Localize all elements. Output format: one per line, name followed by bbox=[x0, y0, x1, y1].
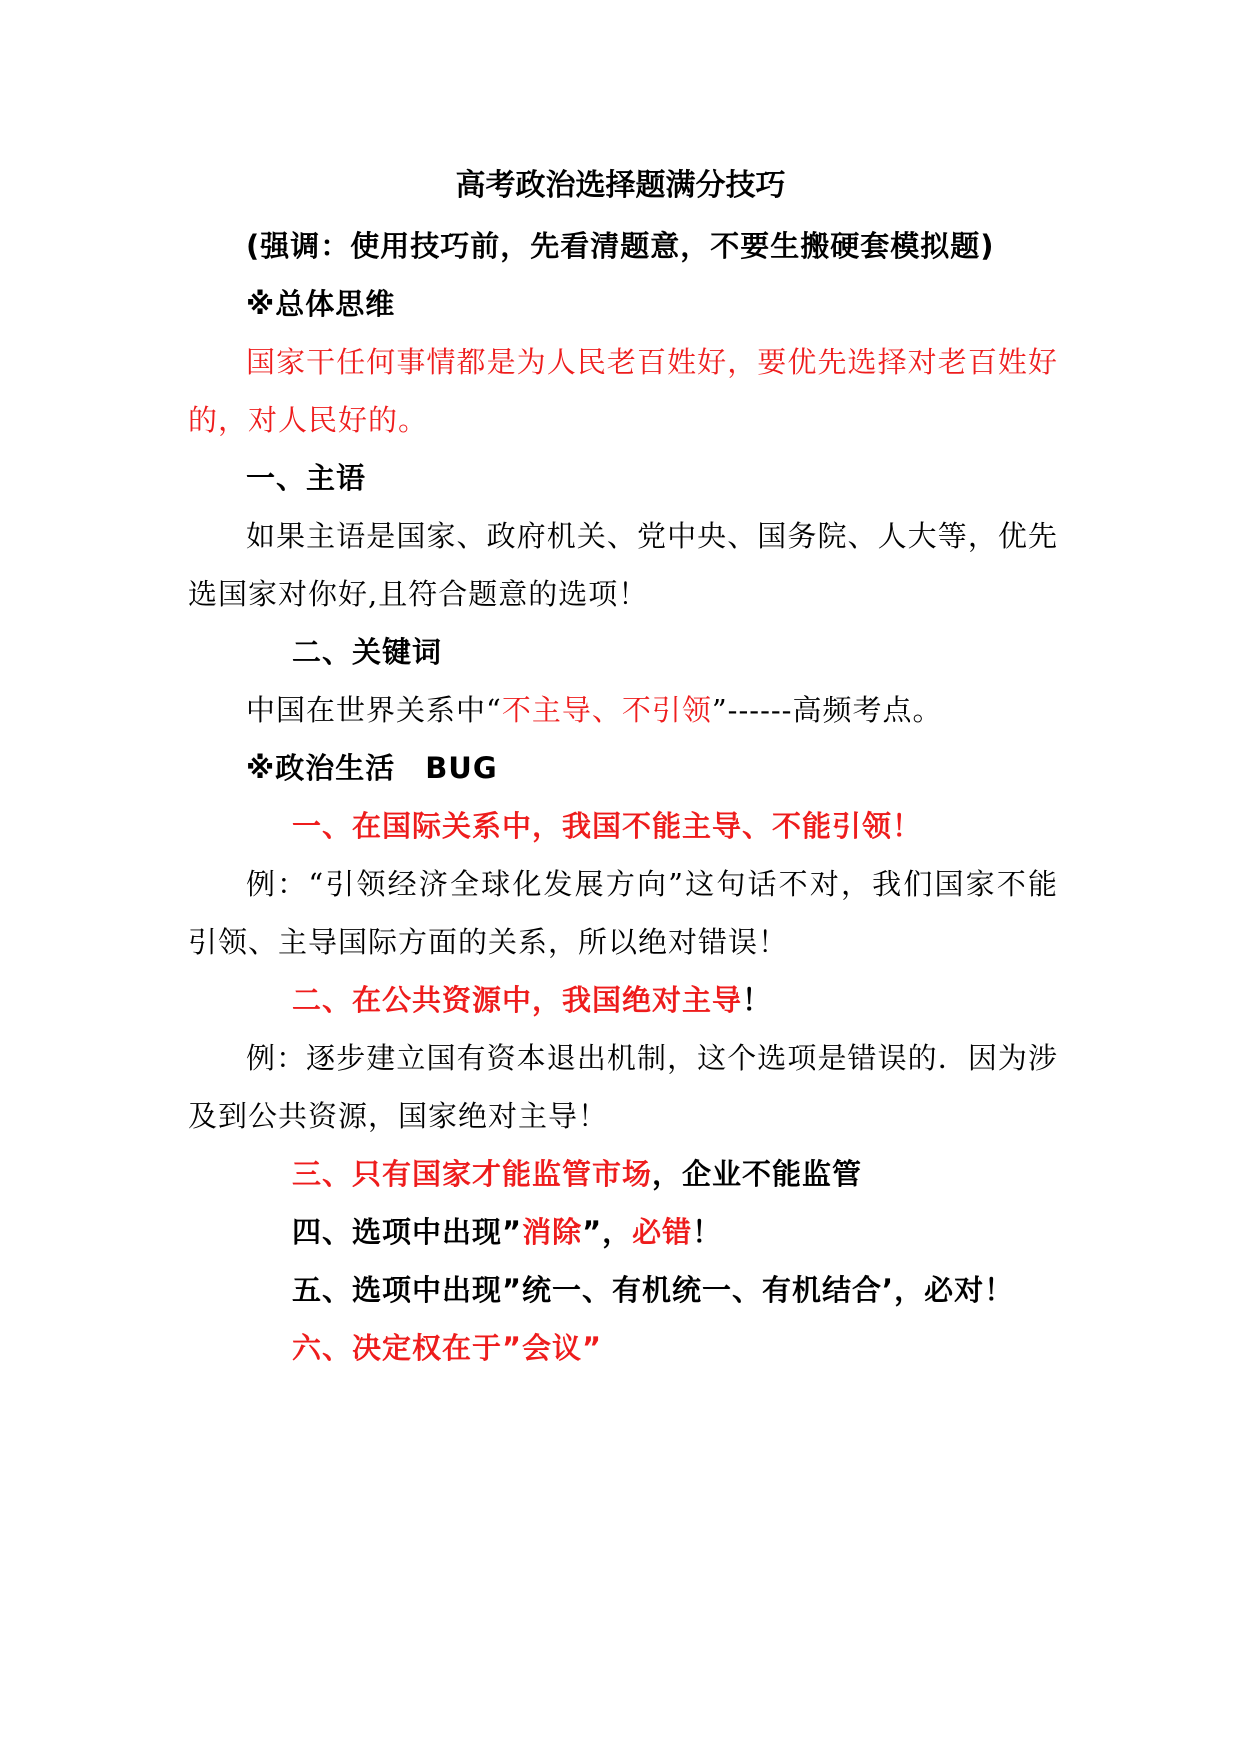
item2-heading-red: 二、在公共资源中，我国绝对主导 bbox=[292, 983, 743, 1017]
section1-line-2: 选国家对你好,且符合题意的选项！ bbox=[188, 577, 649, 611]
keyword-highlight: 不主导、不引领 bbox=[501, 693, 712, 727]
politics-item1-heading: 一、在国际关系中，我国不能主导、不能引领！ bbox=[292, 809, 923, 843]
item4-middle: ”， bbox=[582, 1215, 633, 1249]
section2-keyword-line bbox=[246, 690, 1116, 730]
emphasis-note: (强调：使用技巧前，先看清题意，不要生搬硬套模拟题) bbox=[246, 229, 995, 263]
politics-heading: ※政治生活 BUG bbox=[246, 751, 498, 785]
keyword-prefix: 中国在世界关系中“ bbox=[246, 693, 502, 727]
item4-prefix: 四、选项中出现” bbox=[292, 1215, 523, 1249]
item4-red-1: 消除 bbox=[522, 1215, 583, 1249]
politics-item3-heading bbox=[292, 1154, 1162, 1194]
politics-item2-line-1: 例：逐步建立国有资本退出机制，这个选项是错误的．因为涉 bbox=[246, 1041, 1058, 1075]
overall-line-2: 的，对人民好的。 bbox=[188, 403, 429, 437]
keyword-suffix: ”------高频考点。 bbox=[711, 693, 943, 727]
politics-item1-line-2: 引领、主导国际方面的关系，所以绝对错误！ bbox=[188, 925, 789, 959]
politics-item6-heading: 六、决定权在于”会议” bbox=[292, 1331, 603, 1365]
politics-item1-line-1: 例：“引领经济全球化发展方向”这句话不对，我们国家不能 bbox=[246, 867, 1058, 901]
overall-heading: ※总体思维 bbox=[246, 287, 396, 321]
politics-item4-heading bbox=[292, 1212, 1162, 1252]
section1-heading: 一、主语 bbox=[246, 461, 367, 495]
page-title: 高考政治选择题满分技巧 bbox=[455, 168, 786, 203]
item4-suffix: ！ bbox=[692, 1215, 723, 1249]
item2-heading-end: ！ bbox=[742, 983, 773, 1017]
politics-item2-line-2: 及到公共资源，国家绝对主导！ bbox=[188, 1099, 609, 1133]
item3-heading-red: 三、只有国家才能监管市场 bbox=[292, 1157, 653, 1191]
politics-item5-heading: 五、选项中出现”统一、有机统一、有机结合’，必对！ bbox=[292, 1273, 1015, 1307]
item4-red-2: 必错 bbox=[632, 1215, 693, 1249]
section2-heading: 二、关键词 bbox=[292, 635, 443, 669]
item3-heading-end: ，企业不能监管 bbox=[652, 1157, 863, 1191]
overall-line-1: 国家干任何事情都是为人民老百姓好，要优先选择对老百姓好 bbox=[246, 345, 1058, 379]
politics-item2-heading bbox=[292, 980, 1162, 1020]
section1-line-1: 如果主语是国家、政府机关、党中央、国务院、人大等，优先 bbox=[246, 519, 1058, 553]
